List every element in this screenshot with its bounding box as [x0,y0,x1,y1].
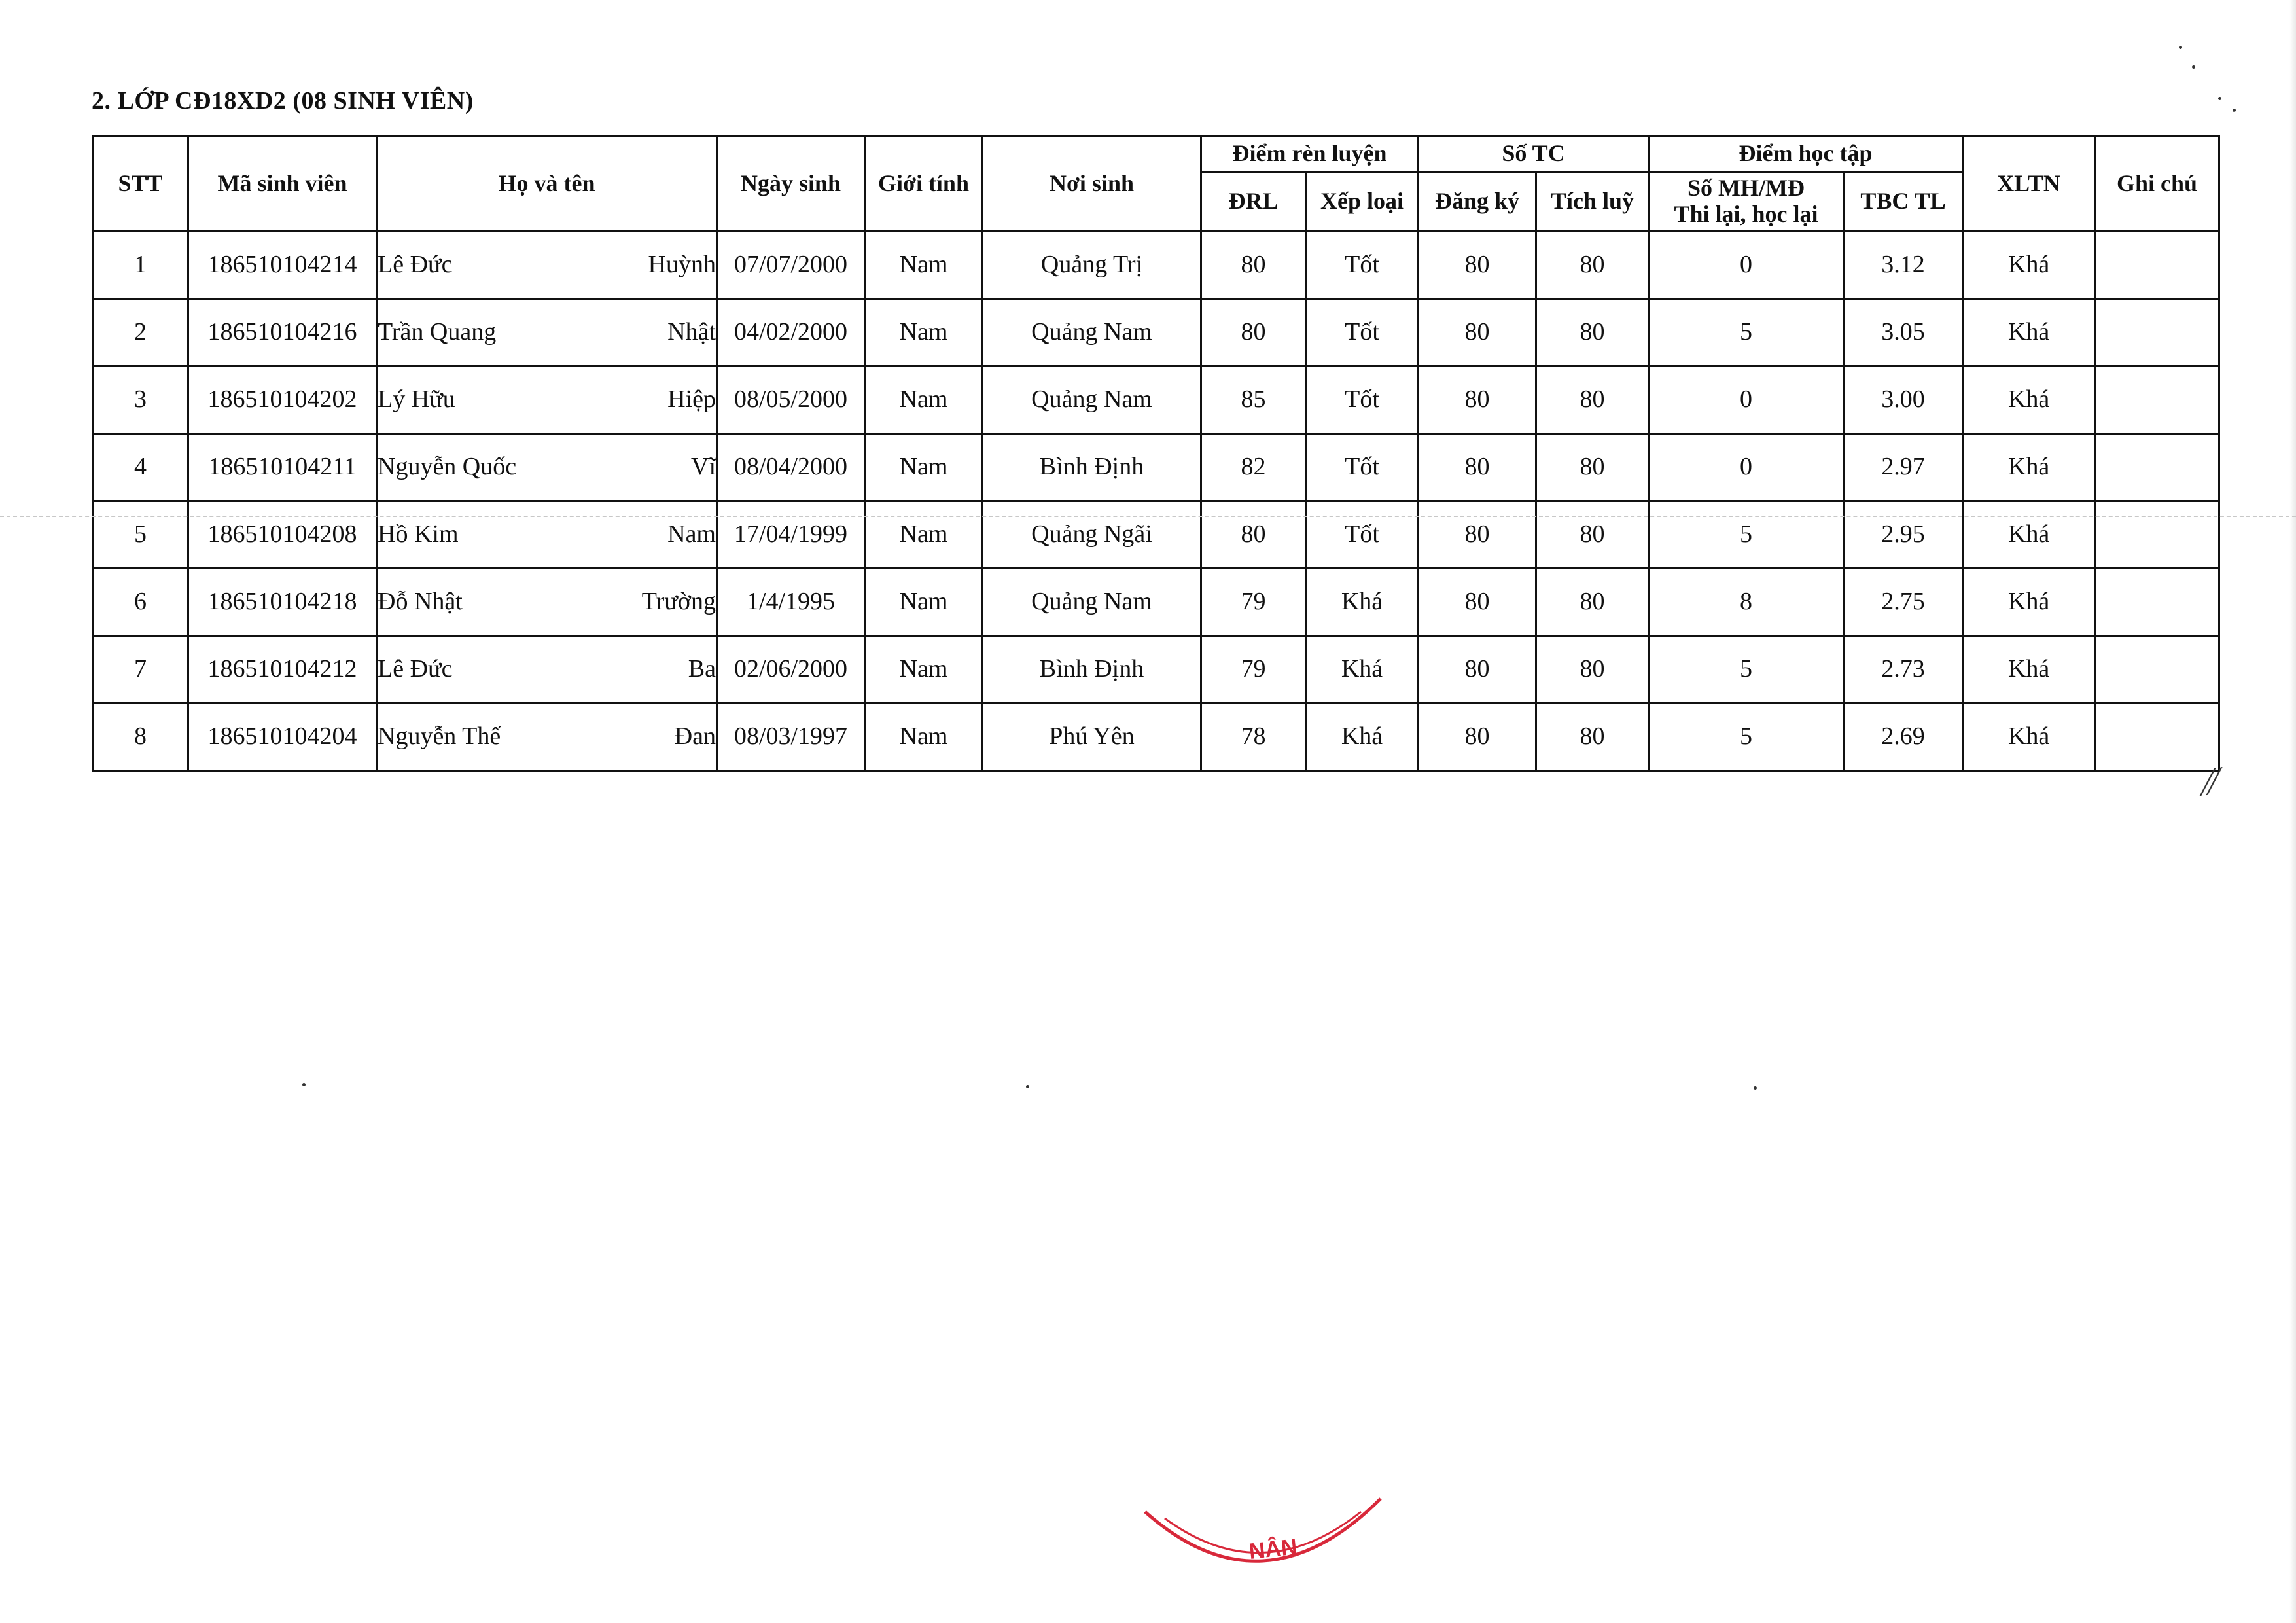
cell-birth-date: 08/03/1997 [717,704,865,771]
cell-credits-accumulated: 80 [1536,232,1649,299]
table-row [93,636,2219,704]
cell-notes [2095,299,2219,366]
cell-retake-count: 0 [1649,232,1844,299]
cell-student-id: 186510104218 [188,569,377,636]
cell-credits-registered: 80 [1419,299,1536,366]
cell-notes [2095,434,2219,501]
cell-student-id: 186510104204 [188,704,377,771]
cell-notes [2095,501,2219,569]
table-body [93,232,2219,771]
cell-birth-date: 08/04/2000 [717,434,865,501]
cell-graduation-rank: Khá [1963,636,2095,704]
cell-birth-date: 04/02/2000 [717,299,865,366]
cell-stt: 3 [93,366,188,434]
handwritten-mark: ⁄⁄ [2201,758,2221,804]
cell-notes [2095,569,2219,636]
cell-notes [2095,366,2219,434]
header-credits-registered: Đăng ký [1419,172,1536,232]
header-academic-score-group: Điểm học tập [1649,136,1963,172]
table-row [93,366,2219,434]
cell-graduation-rank: Khá [1963,232,2095,299]
cell-birthplace: Quảng Nam [983,299,1201,366]
cell-gender: Nam [865,501,983,569]
cell-retake-count: 0 [1649,434,1844,501]
cell-gender: Nam [865,299,983,366]
cell-surname: Nguyễn Quốc [378,453,517,481]
cell-birth-date: 08/05/2000 [717,366,865,434]
student-grades-table [92,135,2220,772]
cell-given-name: Ba [688,655,716,683]
cell-gpa: 2.95 [1844,501,1963,569]
cell-conduct-score: 82 [1201,434,1306,501]
cell-graduation-rank: Khá [1963,366,2095,434]
cell-given-name: Vĩ [691,453,716,481]
cell-surname: Trần Quang [378,318,497,346]
cell-surname: Lê Đức [378,251,453,279]
cell-conduct-score: 80 [1201,299,1306,366]
header-gender: Giới tính [865,136,983,232]
cell-credits-registered: 80 [1419,366,1536,434]
header-retake-line2: Thi lại, học lại [1674,201,1818,227]
cell-credits-registered: 80 [1419,704,1536,771]
cell-full-name [377,704,717,771]
cell-surname: Lê Đức [378,655,453,683]
scan-speck [2192,65,2195,69]
cell-gpa: 2.75 [1844,569,1963,636]
cell-surname: Hồ Kim [378,520,459,548]
table-row [93,501,2219,569]
cell-birthplace: Quảng Nam [983,569,1201,636]
cell-retake-count: 5 [1649,636,1844,704]
cell-credits-accumulated: 80 [1536,366,1649,434]
cell-graduation-rank: Khá [1963,434,2095,501]
cell-conduct-score: 80 [1201,501,1306,569]
cell-conduct-rank: Tốt [1306,501,1419,569]
cell-conduct-rank: Tốt [1306,434,1419,501]
cell-conduct-score: 78 [1201,704,1306,771]
cell-birthplace: Quảng Ngãi [983,501,1201,569]
scan-artifact-line [0,516,2296,517]
cell-gender: Nam [865,232,983,299]
cell-conduct-rank: Tốt [1306,299,1419,366]
header-retake-count [1649,172,1844,232]
cell-gender: Nam [865,704,983,771]
cell-credits-registered: 80 [1419,232,1536,299]
scan-edge [2289,0,2296,1623]
header-birthplace: Nơi sinh [983,136,1201,232]
cell-birthplace: Quảng Nam [983,366,1201,434]
cell-credits-registered: 80 [1419,636,1536,704]
cell-credits-accumulated: 80 [1536,299,1649,366]
scan-speck [1026,1085,1029,1088]
cell-full-name [377,501,717,569]
header-stt: STT [93,136,188,232]
cell-retake-count: 5 [1649,704,1844,771]
cell-given-name: Nhật [667,318,716,346]
cell-conduct-rank: Khá [1306,569,1419,636]
header-full-name: Họ và tên [377,136,717,232]
table-row [93,232,2219,299]
cell-conduct-score: 85 [1201,366,1306,434]
scan-speck [2233,109,2236,112]
cell-student-id: 186510104208 [188,501,377,569]
cell-birth-date: 1/4/1995 [717,569,865,636]
header-birth-date: Ngày sinh [717,136,865,232]
header-gpa: TBC TL [1844,172,1963,232]
header-conduct-score-group: Điểm rèn luyện [1201,136,1419,172]
cell-credits-accumulated: 80 [1536,434,1649,501]
cell-birth-date: 07/07/2000 [717,232,865,299]
scan-speck [2179,46,2182,49]
cell-student-id: 186510104216 [188,299,377,366]
cell-conduct-score: 79 [1201,569,1306,636]
cell-full-name [377,636,717,704]
cell-credits-registered: 80 [1419,501,1536,569]
cell-credits-accumulated: 80 [1536,704,1649,771]
cell-birthplace: Quảng Trị [983,232,1201,299]
cell-student-id: 186510104211 [188,434,377,501]
cell-gpa: 3.00 [1844,366,1963,434]
cell-graduation-rank: Khá [1963,704,2095,771]
cell-conduct-rank: Tốt [1306,232,1419,299]
header-conduct-rank: Xếp loại [1306,172,1419,232]
cell-stt: 8 [93,704,188,771]
cell-full-name [377,569,717,636]
cell-given-name: Huỳnh [648,251,716,279]
header-credits-group: Số TC [1419,136,1649,172]
scan-speck [2218,97,2221,100]
cell-conduct-rank: Khá [1306,704,1419,771]
cell-student-id: 186510104212 [188,636,377,704]
cell-credits-registered: 80 [1419,569,1536,636]
cell-notes [2095,704,2219,771]
scan-speck [1754,1086,1757,1090]
cell-retake-count: 5 [1649,501,1844,569]
table-row [93,299,2219,366]
cell-credits-accumulated: 80 [1536,636,1649,704]
cell-credits-accumulated: 80 [1536,569,1649,636]
cell-given-name: Đan [674,722,716,751]
cell-retake-count: 0 [1649,366,1844,434]
cell-full-name [377,299,717,366]
cell-birthplace: Bình Định [983,434,1201,501]
cell-retake-count: 5 [1649,299,1844,366]
cell-full-name [377,366,717,434]
cell-stt: 6 [93,569,188,636]
table-row [93,704,2219,771]
scan-speck [302,1083,306,1086]
table-row [93,434,2219,501]
cell-retake-count: 8 [1649,569,1844,636]
cell-notes [2095,232,2219,299]
cell-full-name [377,434,717,501]
cell-birth-date: 02/06/2000 [717,636,865,704]
cell-gpa: 2.97 [1844,434,1963,501]
table-header [93,136,2219,232]
cell-given-name: Trường [641,588,716,616]
cell-graduation-rank: Khá [1963,569,2095,636]
cell-given-name: Nam [667,520,716,548]
cell-gender: Nam [865,636,983,704]
section-title: 2. LỚP CĐ18XD2 (08 SINH VIÊN) [92,87,474,115]
cell-surname: Lý Hữu [378,385,455,414]
cell-gpa: 3.12 [1844,232,1963,299]
cell-conduct-score: 79 [1201,636,1306,704]
cell-surname: Đỗ Nhật [378,588,463,616]
cell-credits-accumulated: 80 [1536,501,1649,569]
cell-stt: 5 [93,501,188,569]
cell-stt: 7 [93,636,188,704]
cell-surname: Nguyễn Thế [378,722,501,751]
table-row [93,569,2219,636]
header-conduct-score: ĐRL [1201,172,1306,232]
header-student-id: Mã sinh viên [188,136,377,232]
cell-gpa: 3.05 [1844,299,1963,366]
cell-graduation-rank: Khá [1963,501,2095,569]
cell-student-id: 186510104202 [188,366,377,434]
cell-birth-date: 17/04/1999 [717,501,865,569]
cell-stt: 1 [93,232,188,299]
stamp-text: NÂN [1247,1534,1299,1565]
cell-gender: Nam [865,569,983,636]
cell-gender: Nam [865,366,983,434]
cell-conduct-rank: Khá [1306,636,1419,704]
cell-notes [2095,636,2219,704]
cell-full-name [377,232,717,299]
cell-birthplace: Phú Yên [983,704,1201,771]
cell-conduct-score: 80 [1201,232,1306,299]
cell-gpa: 2.69 [1844,704,1963,771]
cell-birthplace: Bình Định [983,636,1201,704]
cell-graduation-rank: Khá [1963,299,2095,366]
header-retake-line1: Số MH/MĐ [1687,175,1805,202]
cell-credits-registered: 80 [1419,434,1536,501]
header-credits-accumulated: Tích luỹ [1536,172,1649,232]
official-stamp-fragment [1139,1492,1387,1590]
cell-gpa: 2.73 [1844,636,1963,704]
header-graduation-rank: XLTN [1963,136,2095,232]
cell-stt: 4 [93,434,188,501]
cell-conduct-rank: Tốt [1306,366,1419,434]
cell-student-id: 186510104214 [188,232,377,299]
cell-gender: Nam [865,434,983,501]
header-notes: Ghi chú [2095,136,2219,232]
cell-stt: 2 [93,299,188,366]
cell-given-name: Hiệp [667,385,716,414]
